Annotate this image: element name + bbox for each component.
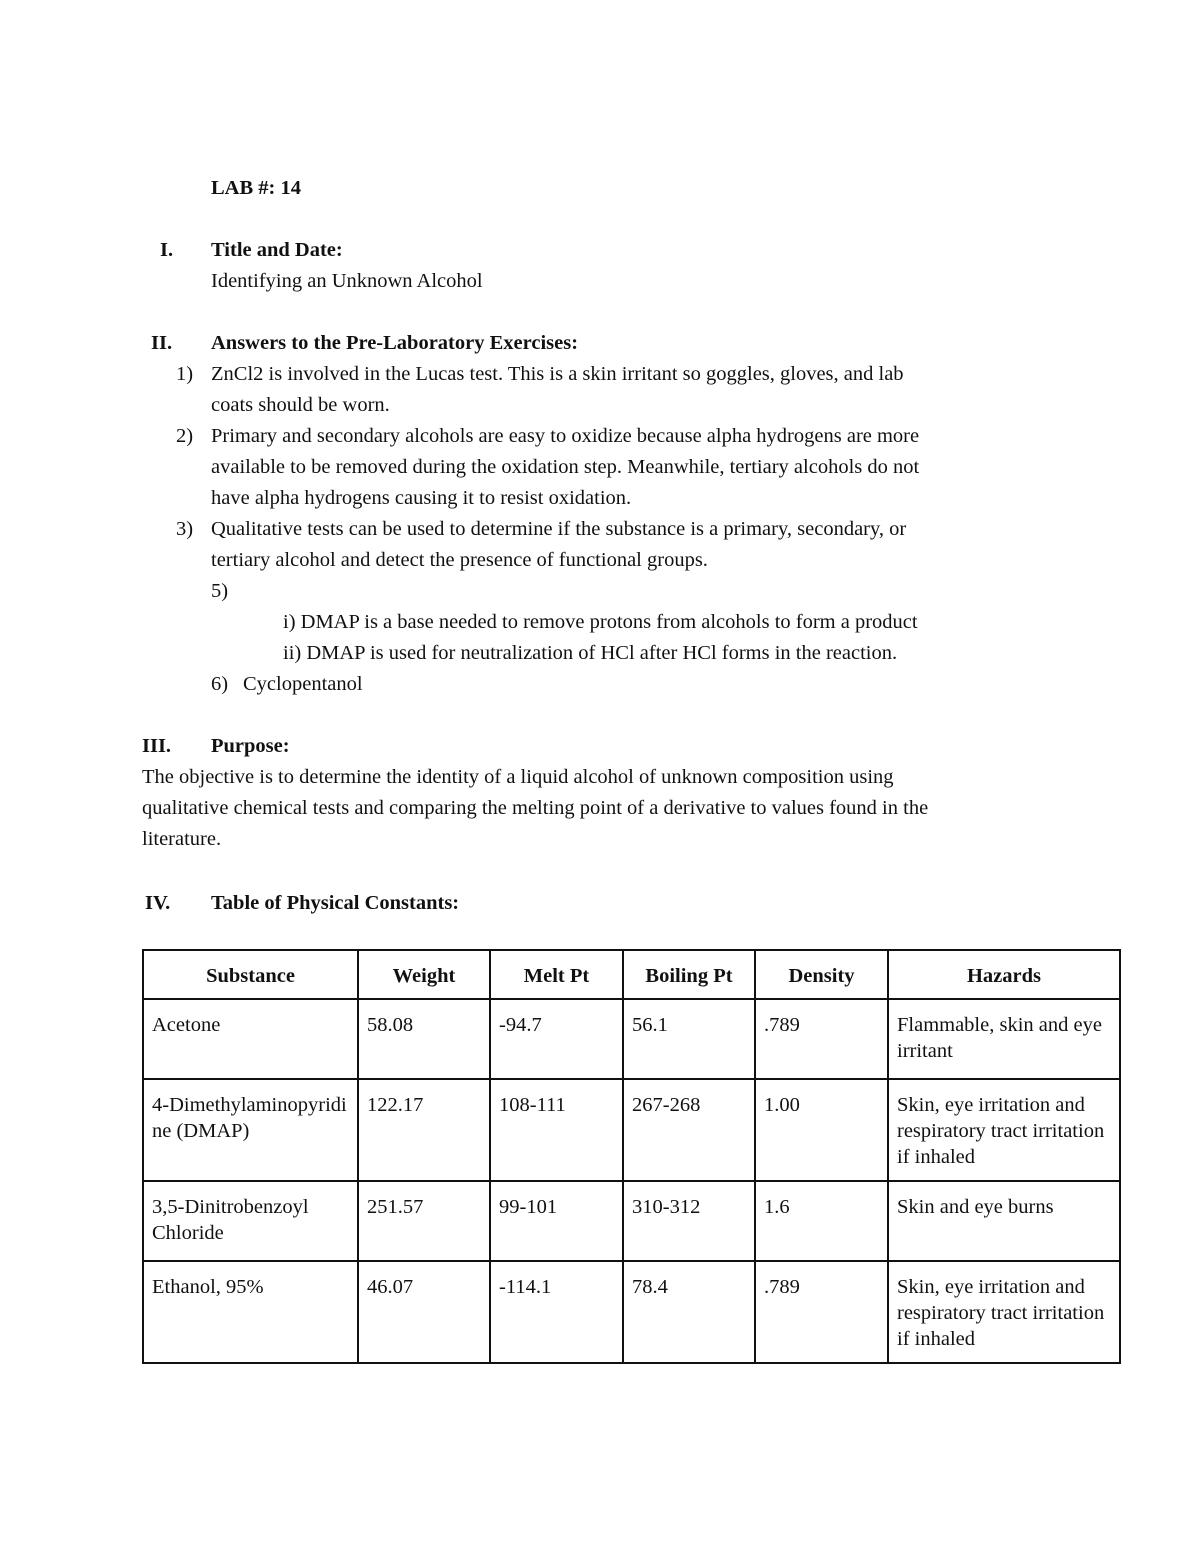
cell-melt-pt: -94.7 xyxy=(490,999,623,1079)
cell-weight: 46.07 xyxy=(358,1261,490,1363)
lab-number: LAB #: 14 xyxy=(211,177,301,199)
answer-3-line-2: tertiary alcohol and detect the presence of functional groups. xyxy=(211,549,708,571)
cell-boiling-pt: 56.1 xyxy=(623,999,755,1079)
answer-3-line-1: Qualitative tests can be used to determine if the substance is a primary, secondary, or xyxy=(211,518,907,540)
section-3-numeral: III. xyxy=(142,735,172,757)
cell-melt-pt: -114.1 xyxy=(490,1261,623,1363)
cell-substance: Ethanol, 95% xyxy=(143,1261,358,1363)
section-4-heading: Table of Physical Constants: xyxy=(211,892,460,914)
header-hazards: Hazards xyxy=(888,950,1120,999)
cell-substance: 4-Dimethylaminopyridine (DMAP) xyxy=(143,1079,358,1181)
cell-density: 1.6 xyxy=(755,1181,888,1261)
table-row xyxy=(143,1261,1120,1363)
section-1-heading: Title and Date: xyxy=(211,239,343,261)
cell-substance: 3,5-Dinitrobenzoyl Chloride xyxy=(143,1181,358,1261)
answer-5-number: 5) xyxy=(211,580,229,602)
header-substance: Substance xyxy=(143,950,358,999)
answer-6-text: Cyclopentanol xyxy=(243,673,363,695)
answer-2-number: 2) xyxy=(176,425,194,447)
section-1-numeral: I. xyxy=(160,239,174,261)
cell-hazards: Skin, eye irritation and respiratory tract irritation if inhaled xyxy=(888,1079,1120,1181)
cell-weight: 122.17 xyxy=(358,1079,490,1181)
cell-hazards: Flammable, skin and eye irritant xyxy=(888,999,1120,1079)
cell-hazards: Skin, eye irritation and respiratory tract irritation if inhaled xyxy=(888,1261,1120,1363)
purpose-line-3: literature. xyxy=(142,828,222,850)
answer-6-number: 6) xyxy=(211,673,229,695)
header-density: Density xyxy=(755,950,888,999)
table-row xyxy=(143,999,1120,1079)
header-melt-pt: Melt Pt xyxy=(490,950,623,999)
section-2-numeral: II. xyxy=(151,332,173,354)
cell-density: .789 xyxy=(755,1261,888,1363)
answer-2-line-1: Primary and secondary alcohols are easy to oxidize because alpha hydrogens are more xyxy=(211,425,920,447)
cell-boiling-pt: 310-312 xyxy=(623,1181,755,1261)
purpose-line-2: qualitative chemical tests and comparing the melting point of a derivative to values found in the xyxy=(142,797,929,819)
answer-5-sub-ii: ii) DMAP is used for neutralization of HCl after HCl forms in the reaction. xyxy=(283,642,898,664)
table-row xyxy=(143,1079,1120,1181)
cell-weight: 251.57 xyxy=(358,1181,490,1261)
cell-hazards: Skin and eye burns xyxy=(888,1181,1120,1261)
answer-5-sub-i: i) DMAP is a base needed to remove protons from alcohols to form a product xyxy=(283,611,918,633)
section-3-heading: Purpose: xyxy=(211,735,290,757)
cell-melt-pt: 99-101 xyxy=(490,1181,623,1261)
cell-melt-pt: 108-111 xyxy=(490,1079,623,1181)
answer-1-line-2: coats should be worn. xyxy=(211,394,390,416)
answer-3-number: 3) xyxy=(176,518,194,540)
answer-1-number: 1) xyxy=(176,363,194,385)
section-4-numeral: IV. xyxy=(145,892,171,914)
answer-2-line-3: have alpha hydrogens causing it to resist oxidation. xyxy=(211,487,632,509)
cell-substance: Acetone xyxy=(143,999,358,1079)
header-boiling-pt: Boiling Pt xyxy=(623,950,755,999)
section-2-heading: Answers to the Pre-Laboratory Exercises: xyxy=(211,332,579,354)
lab-title: Identifying an Unknown Alcohol xyxy=(211,270,483,292)
cell-density: 1.00 xyxy=(755,1079,888,1181)
table-header-row xyxy=(143,950,1120,999)
cell-density: .789 xyxy=(755,999,888,1079)
header-weight: Weight xyxy=(358,950,490,999)
cell-weight: 58.08 xyxy=(358,999,490,1079)
purpose-line-1: The objective is to determine the identity of a liquid alcohol of unknown composition using xyxy=(142,766,894,788)
cell-boiling-pt: 78.4 xyxy=(623,1261,755,1363)
cell-boiling-pt: 267-268 xyxy=(623,1079,755,1181)
table-row xyxy=(143,1181,1120,1261)
answer-2-line-2: available to be removed during the oxidation step. Meanwhile, tertiary alcohols do not xyxy=(211,456,920,478)
answer-1-line-1: ZnCl2 is involved in the Lucas test. This is a skin irritant so goggles, gloves, and lab xyxy=(211,363,904,385)
physical-constants-table xyxy=(142,949,1121,1364)
